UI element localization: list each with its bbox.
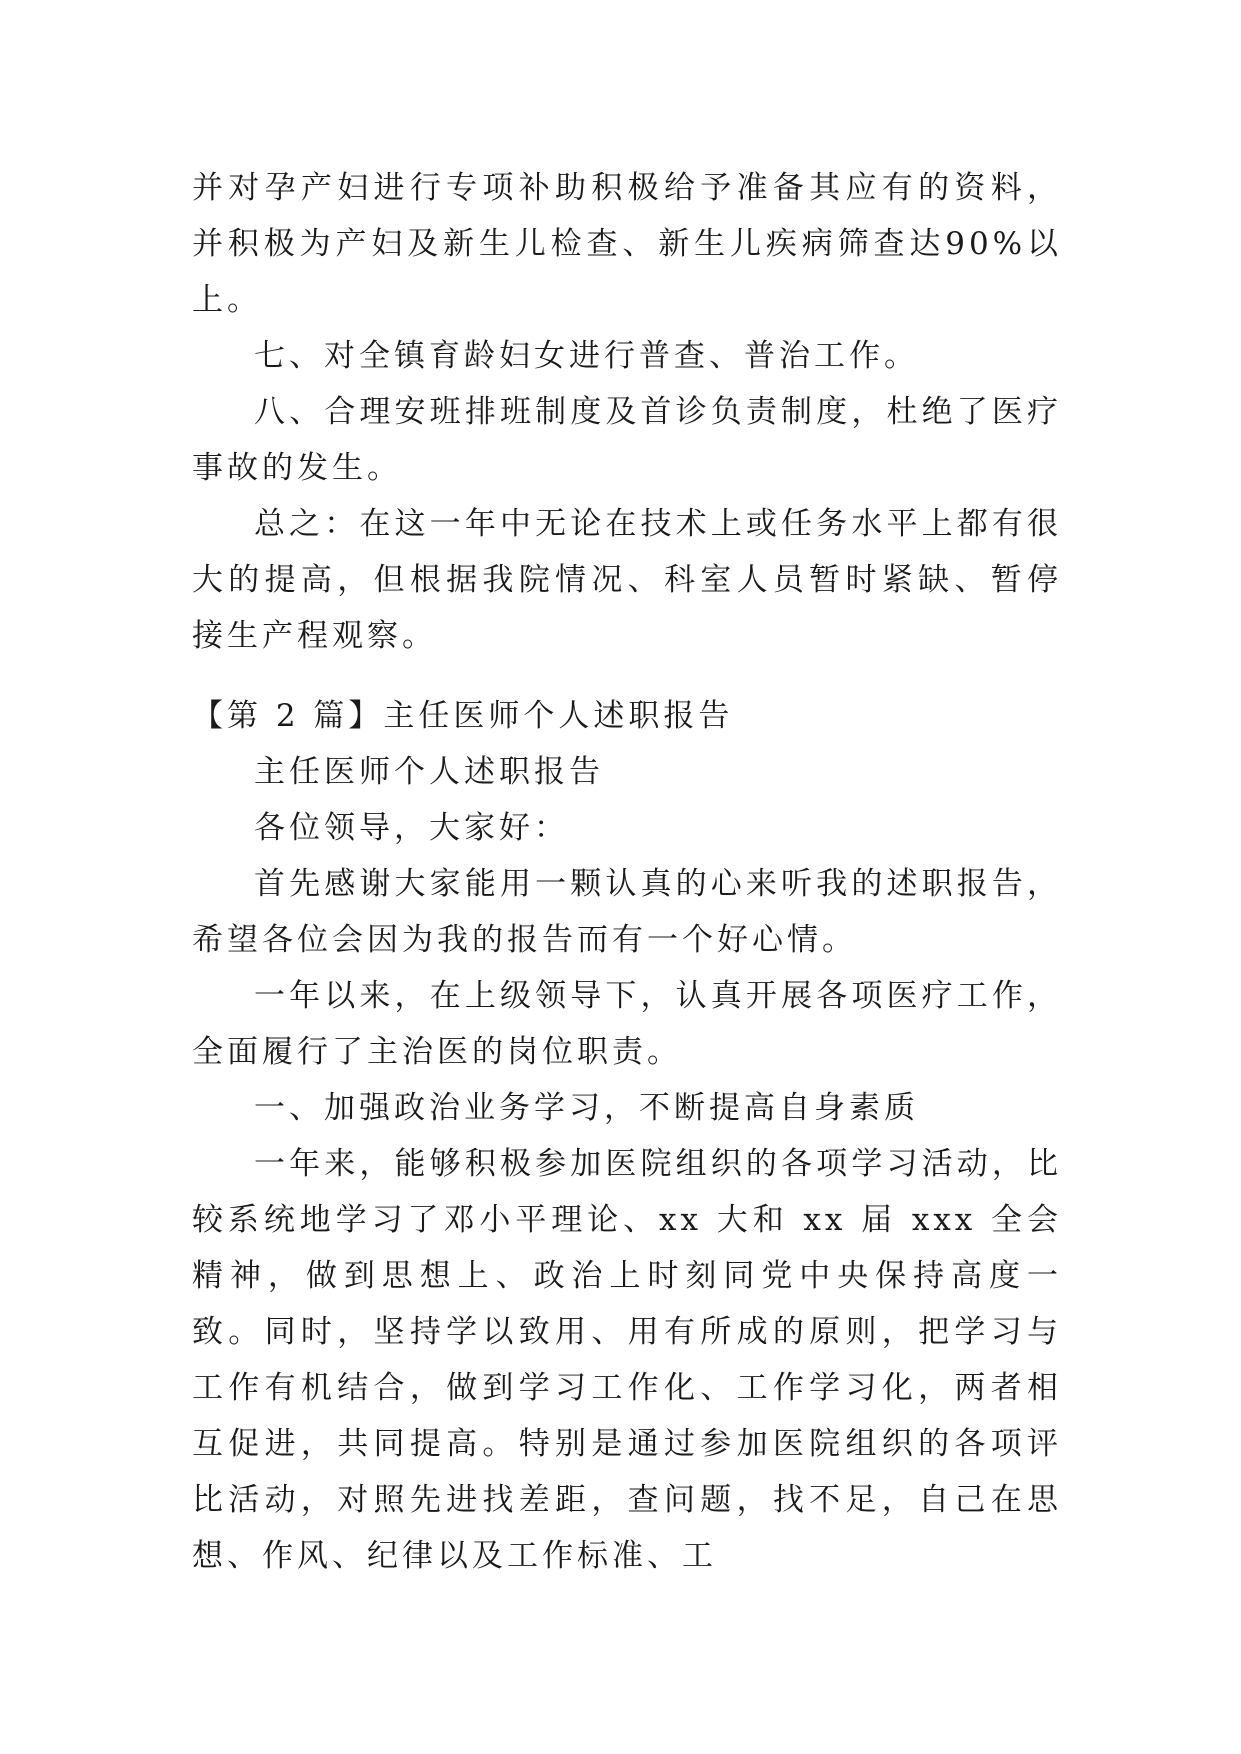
paragraph-overview: 一年以来，在上级领导下，认真开展各项医疗工作，全面履行了主治医的岗位职责。 (192, 978, 1062, 1070)
document-title: 主任医师个人述职报告 (254, 754, 604, 790)
paragraph-continuation: 并对孕产妇进行专项补助积极给予准备其应有的资料，并积极为产妇及新生儿检查、新生儿疾病筛查达90%以上。 (192, 170, 1062, 318)
top-text-block (192, 160, 1062, 664)
paragraph-item-8: 八、合理安班排班制度及首诊负责制度，杜绝了医疗事故的发生。 (192, 394, 1062, 486)
section-heading: 【第 2 篇】主任医师个人述职报告 (192, 698, 734, 734)
greeting: 各位领导，大家好： (254, 810, 569, 846)
section-two-block (192, 688, 1062, 1584)
paragraph-heading-one: 一、加强政治业务学习，不断提高自身素质 (254, 1090, 919, 1126)
paragraph-item-7: 七、对全镇育龄妇女进行普查、普治工作。 (254, 338, 919, 374)
paragraph-thanks: 首先感谢大家能用一颗认真的心来听我的述职报告，希望各位会因为我的报告而有一个好心情。 (192, 866, 1062, 958)
paragraph-summary: 总之：在这一年中无论在技术上或任务水平上都有很大的提高，但根据我院情况、科室人员暂时紧缺、暂停接生产程观察。 (192, 506, 1062, 654)
paragraph-study: 一年来，能够积极参加医院组织的各项学习活动，比较系统地学习了邓小平理论、xx 大和 xx 届 xxx 全会精神，做到思想上、政治上时刻同党中央保持高度一致。同时，坚持学以致用、用有所成的原则，把学习与工作有机结合，做到学习工作化、工作学习化，两者相互促进，共同提高。特别是通过参加医院组织的各项评比活动，对照先进找差距，查问题，找不足，自己在思想、作风、纪律以及工作标准、工 (192, 1146, 1062, 1574)
